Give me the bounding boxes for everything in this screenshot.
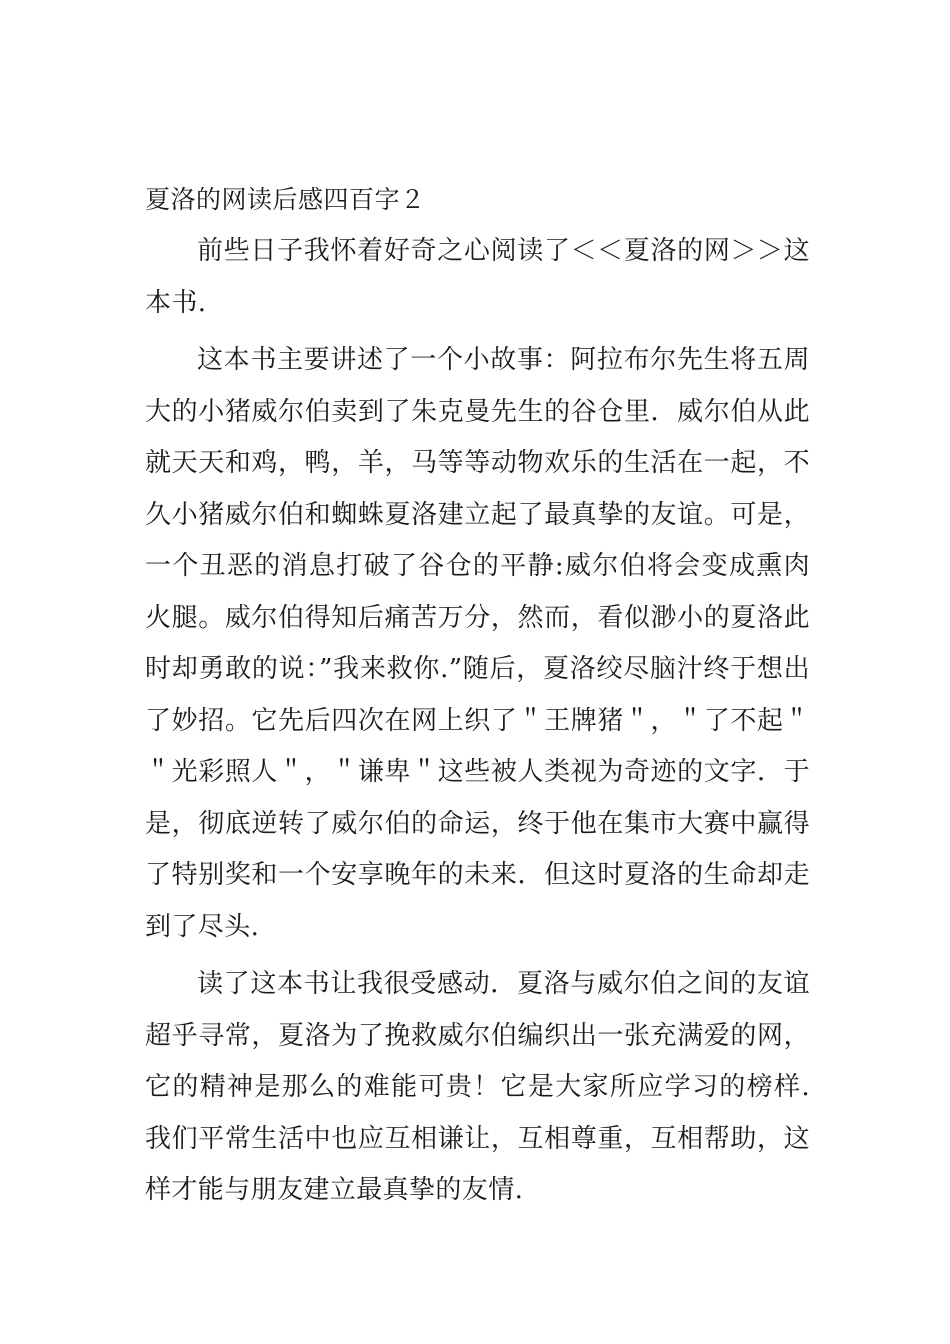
paragraph-reflection: 读了这本书让我很受感动．夏洛与威尔伯之间的友谊超乎寻常，夏洛为了挽救威尔伯编织出一张充满爱的网，它的精神是那么的难能可贵！它是大家所应学习的榜样.我们平常生活中也应互相谦让，互相尊重，互相帮助，这样才能与朋友建立最真挚的友情. xyxy=(145,969,810,1205)
document-title: 夏洛的网读后感四百字２ xyxy=(145,185,426,214)
paragraph-story-summary: 这本书主要讲述了一个小故事：阿拉布尔先生将五周大的小猪威尔伯卖到了朱克曼先生的谷仓里．威尔伯从此就天天和鸡，鸭，羊，马等等动物欢乐的生活在一起，不久小猪威尔伯和蜘蛛夏洛建立起了最真挚的友谊。可是，一个丑恶的消息打破了谷仓的平静:威尔伯将会变成熏肉火腿。威尔伯得知后痛苦万分，然而，看似渺小的夏洛此时却勇敢的说：”我来救你.”随后，夏洛绞尽脑汁终于想出了妙招。它先后四次在网上织了＂王牌猪＂，＂了不起＂＂光彩照人＂，＂谦卑＂这些被人类视为奇迹的文字．于是，彻底逆转了威尔伯的命运，终于他在集市大赛中赢得了特别奖和一个安享晚年的未来．但这时夏洛的生命却走到了尽头. xyxy=(145,345,810,942)
paragraph-intro: 前些日子我怀着好奇之心阅读了＜＜夏洛的网＞＞这本书. xyxy=(145,236,810,318)
document-body xyxy=(145,180,810,1217)
